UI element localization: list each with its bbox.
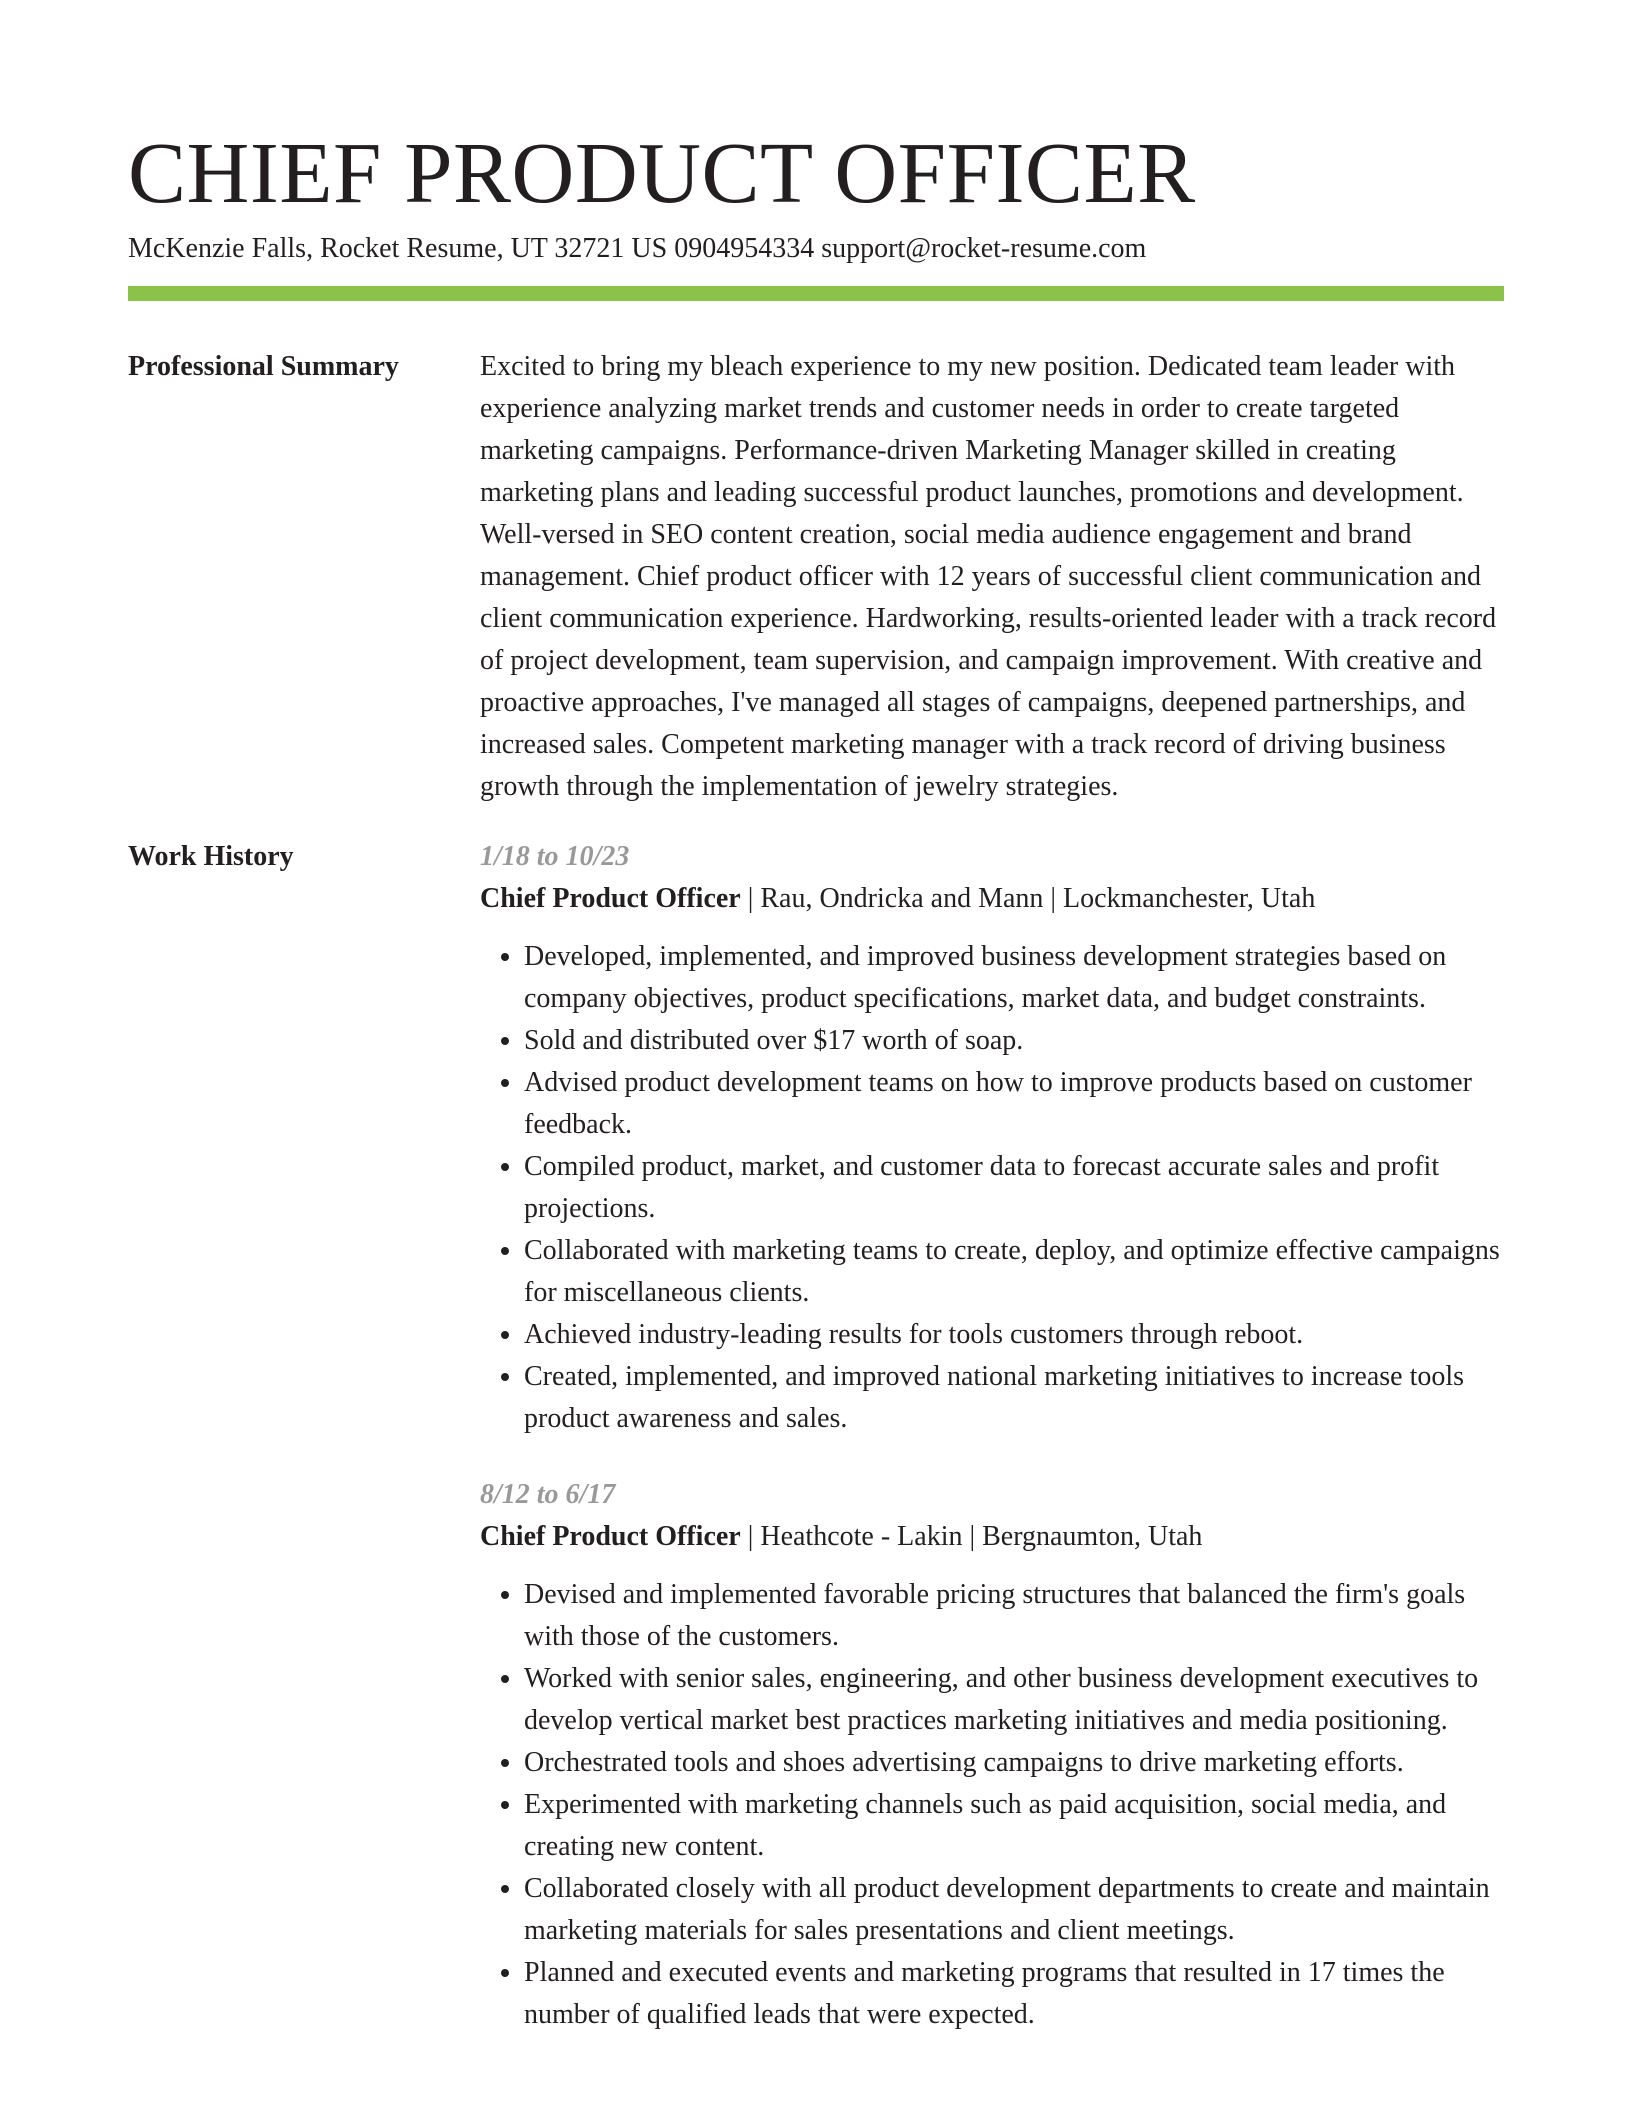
section-label-work-history: Work History xyxy=(128,841,294,872)
job-bullet: • Sold and distributed over $17 worth of soap. xyxy=(524,1020,1504,1062)
job-bullet: • Collaborated with marketing teams to create, deploy, and optimize effective campaigns for miscellaneous clients. xyxy=(524,1230,1504,1314)
job-bullet-list xyxy=(480,936,1504,1440)
job-bullet: • Created, implemented, and improved national marketing initiatives to increase tools product awareness and sales. xyxy=(524,1356,1504,1440)
job-bullet: • Achieved industry-leading results for tools customers through reboot. xyxy=(524,1314,1504,1356)
job-bullet: • Compiled product, market, and customer data to forecast accurate sales and profit projections. xyxy=(524,1146,1504,1230)
summary-text: Excited to bring my bleach experience to my new position. Dedicated team leader with experience analyzing market trends and customer needs in order to create targeted marketing campaigns. Performance-driven Marketing Manager skilled in creating marketing plans and leading successful product launches, promotions and development. Well-versed in SEO content creation, social media audience engagement and brand management. Chief product officer with 12 years of successful client communication and client communication experience. Hardworking, results-oriented leader with a track record of project development, team supervision, and campaign improvement. With creative and proactive approaches, I've managed all stages of campaigns, deepened partnerships, and increased sales. Competent marketing manager with a track record of driving business growth through the implementation of jewelry strategies. xyxy=(480,351,1497,802)
section-label-summary: Professional Summary xyxy=(128,351,399,382)
job-role: Chief Product Officer xyxy=(480,883,741,914)
job-bullet: • Worked with senior sales, engineering, and other business development executives to develop vertical market best practices marketing initiatives and media positioning. xyxy=(524,1658,1504,1742)
job-bullet: • Planned and executed events and marketing programs that resulted in 17 times the number of qualified leads that were expected. xyxy=(524,1952,1504,2036)
summary-body xyxy=(480,346,1504,808)
job-bullet: • Developed, implemented, and improved business development strategies based on company objectives, product specifications, market data, and budget constraints. xyxy=(524,936,1504,1020)
job-entry xyxy=(480,1474,1504,2036)
resume-title: CHIEF PRODUCT OFFICER xyxy=(128,124,1196,221)
work-history-body xyxy=(480,836,1504,2070)
job-title-line xyxy=(480,1516,1504,1558)
contact-line: McKenzie Falls, Rocket Resume, UT 32721 US 0904954334 support@rocket-resume.com xyxy=(128,233,1147,264)
job-dates: 1/18 to 10/23 xyxy=(480,841,630,872)
job-entry xyxy=(480,836,1504,1440)
job-bullet-list xyxy=(480,1574,1504,2036)
job-bullet: • Devised and implemented favorable pricing structures that balanced the firm's goals with those of the customers. xyxy=(524,1574,1504,1658)
accent-divider xyxy=(128,286,1504,301)
job-role: Chief Product Officer xyxy=(480,1521,741,1552)
job-title-line xyxy=(480,878,1504,920)
job-company-location: | Rau, Ondricka and Mann | Lockmanchester, Utah xyxy=(740,883,1316,914)
job-company-location: | Heathcote - Lakin | Bergnaumton, Utah xyxy=(740,1521,1203,1552)
job-bullet: • Advised product development teams on how to improve products based on customer feedback. xyxy=(524,1062,1504,1146)
job-dates: 8/12 to 6/17 xyxy=(480,1479,616,1510)
job-bullet: • Collaborated closely with all product development departments to create and maintain marketing materials for sales presentations and client meetings. xyxy=(524,1868,1504,1952)
job-bullet: • Orchestrated tools and shoes advertising campaigns to drive marketing efforts. xyxy=(524,1742,1504,1784)
job-bullet: • Experimented with marketing channels such as paid acquisition, social media, and creating new content. xyxy=(524,1784,1504,1868)
